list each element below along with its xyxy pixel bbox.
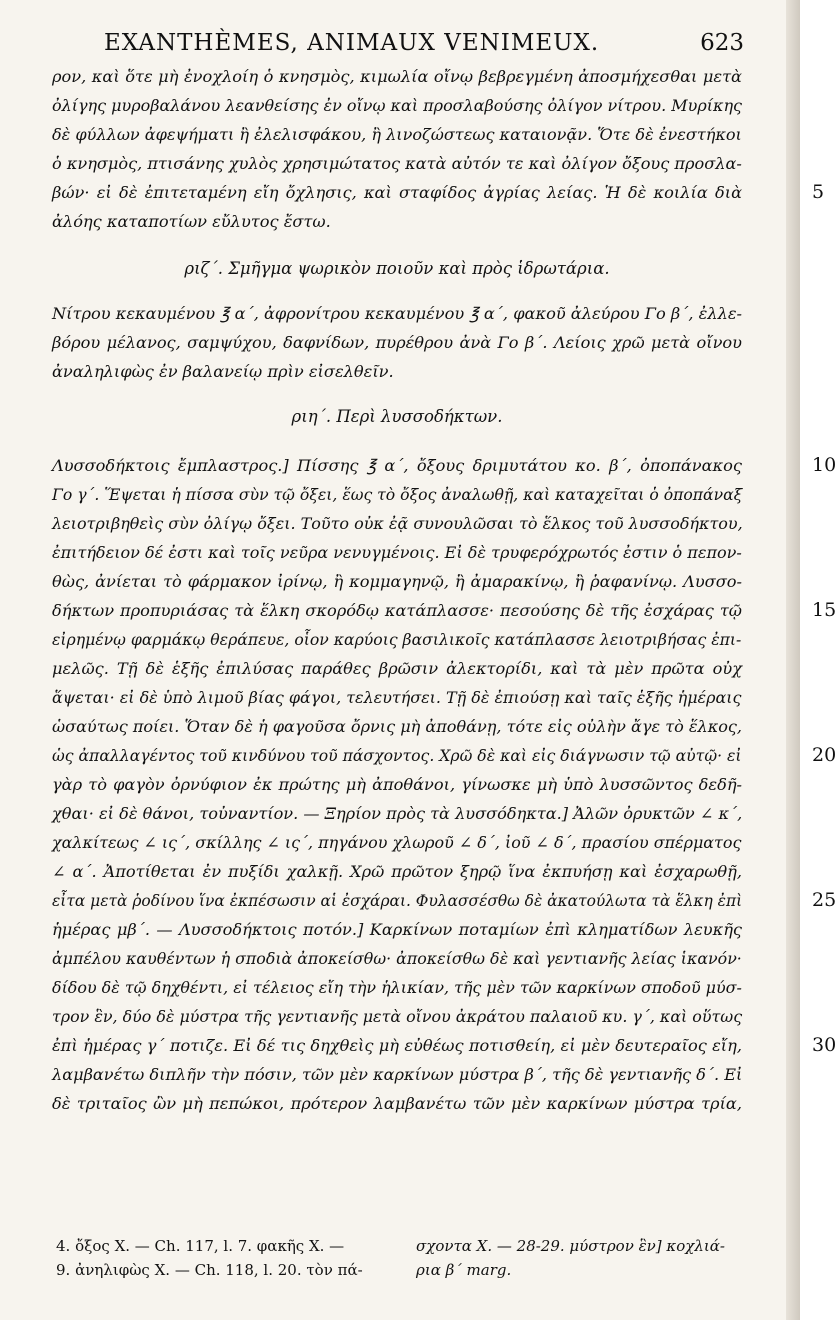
footnote-text: 9. ἀνηλιφὼς X. — Ch. 118, l. 20. τὸν πά- (56, 1261, 363, 1279)
footnotes (56, 1234, 725, 1282)
text-line-content: χθαι· εἰ δὲ θάνοι, τοὐναντίον. — Ξηρίον πρὸς τὰ λυσσόδηκτα.] Ἀλῶν ὀρυκτῶν ∠ κ΄, (52, 804, 743, 823)
text-line (52, 299, 742, 328)
text-line-content: ἡμέρας μβ΄. — Λυσσοδήκτοις ποτόν.] Καρκίνων ποταμίων ἐπὶ κληματίδων λευκῆς (52, 920, 742, 939)
text-line (52, 120, 742, 149)
text-line-content: ἐπὶ ἡμέρας γ΄ ποτιζε. Εἰ δέ τις δηχθεὶς μὴ εὐθέως ποτισθείη, εἰ μὲν δευτεραῖος εἴη, (52, 1036, 742, 1055)
text-line (52, 357, 742, 386)
text-line (52, 741, 836, 770)
text-line-content: ἅψεται· εἰ δὲ ὑπὸ λιμοῦ βίας φάγοι, τελευτήσει. Τῇ δὲ ἐπιούσῃ καὶ ταῖς ἑξῆς ἡμέραις (52, 688, 742, 707)
footnote-row (56, 1234, 725, 1258)
text-line (52, 1089, 742, 1118)
text-line (52, 712, 742, 741)
text-line-content: εἰρημένῳ φαρμάκῳ θεράπευε, οἷον καρύοις βασιλικοῖς κατάπλασσε λειοτριβήσας ἐπι- (52, 630, 742, 649)
text-line-content: ὡς ἀπαλλαγέντος τοῦ κινδύνου τοῦ πάσχοντος. Χρῶ δὲ καὶ εἰς διάγνωσιν τῷ αὐτῷ· εἰ (52, 746, 742, 765)
text-line-content: χαλκίτεως ∠ ις΄, σκίλλης ∠ ις΄, πηγάνου χλωροῦ ∠ δ΄, ἰοῦ ∠ δ΄, πρασίου σπέρματος (52, 833, 742, 852)
line-number: 10 (812, 454, 836, 476)
footnote-row (56, 1258, 696, 1282)
text-line (52, 1060, 742, 1089)
text-line-content: δὲ φύλλων ἀφεψήματι ἢ ἐλελισφάκου, ἢ λινοζώστεως καταιονᾷν. Ὅτε δὲ ἐνεστήκοι (52, 125, 742, 144)
footnote-text: σχοντα X. — 28-29. μύστρον ἓν] κοχλιά- (416, 1237, 725, 1255)
text-line (52, 886, 836, 915)
text-line-content: ἀμπέλου καυθέντων ἡ σποδιὰ ἀποκείσθω· ἀποκείσθω δὲ καὶ γεντιανῆς λείας ἱκανόν· (52, 949, 742, 968)
text-line (52, 91, 742, 120)
text-line-content: δήκτων προπυριάσας τὰ ἕλκη σκορόδῳ κατάπλασσε· πεσούσης δὲ τῆς ἐσχάρας τῷ (52, 601, 742, 620)
text-line-content: γὰρ τὸ φαγὸν ὀρνύφιον ἐκ πρώτης μὴ ἀποθάνοι, γίνωσκε μὴ ὑπὸ λυσσῶντος δεδῆ- (52, 775, 742, 794)
page-spine-shadow (786, 0, 800, 1320)
text-line-content: Γο γ΄. Ἕψεται ἡ πίσσα σὺν τῷ ὄξει, ἕως τὸ ὄξος ἀναλωθῇ, καὶ καταχεῖται ὁ ὀποπάναξ (52, 485, 743, 504)
text-line (52, 799, 742, 828)
text-line (52, 857, 742, 886)
line-number: 15 (812, 599, 836, 621)
text-line (52, 451, 836, 480)
text-line-content: δὲ τριταῖος ὢν μὴ πεπώκοι, πρότερον λαμβανέτω τῶν μὲν καρκίνων μύστρα τρία, (52, 1094, 742, 1113)
text-line (52, 973, 742, 1002)
text-line-content: ὁ κνησμὸς, πτισάνης χυλὸς χρησιμώτατος κατὰ αὐτόν τε καὶ ὀλίγον ὄξους προσλα- (52, 154, 742, 173)
text-line-content: τρον ἓν, δύο δὲ μύστρα τῆς γεντιανῆς μετὰ οἴνου ἀκράτου παλαιοῦ κυ. γ΄, καὶ οὕτως (52, 1007, 743, 1026)
line-number: 30 (812, 1034, 836, 1056)
text-line-content: λαμβανέτω διπλῆν τὴν πόσιν, τῶν μὲν καρκίνων μύστρα β΄, τῆς δὲ γεντιανῆς δ΄. Εἰ (52, 1065, 743, 1084)
text-line (52, 328, 742, 357)
section-heading (52, 402, 742, 431)
text-line (52, 62, 742, 91)
text-line-content: ρον, καὶ ὅτε μὴ ἐνοχλοίη ὁ κνησμὸς, κιμωλία οἴνῳ βεβρεγμένη ἀποσμήχεσθαι μετὰ (52, 67, 742, 86)
page-number: 623 (700, 30, 744, 56)
section-heading-text: ριη΄. Περὶ λυσσοδήκτων. (291, 407, 503, 426)
text-line (52, 770, 742, 799)
text-line (52, 509, 742, 538)
text-line (52, 567, 742, 596)
text-line (52, 149, 742, 178)
text-line-content: μελῶς. Τῇ δὲ ἑξῆς ἐπιλύσας παράθες βρῶσιν ἀλεκτορίδι, καὶ τὰ μὲν πρῶτα οὐχ (52, 659, 742, 678)
text-line-content: ἀναληλιφὼς ἐν βαλανείῳ πρὶν εἰσελθεῖν. (52, 362, 394, 381)
text-line-content: θὼς, ἀνίεται τὸ φάρμακον ἰρίνῳ, ἢ κομμαγηνῷ, ἢ ἀμαρακίνῳ, ἢ ῥαφανίνῳ. Λυσσο- (52, 572, 742, 591)
line-number: 20 (812, 744, 836, 766)
text-line-content: Λυσσοδήκτοις ἔμπλαστρος.] Πίσσης ℥ α΄, ὄξους δριμυτάτου κο. β΄, ὀποπάνακος (52, 456, 742, 475)
text-line-content: Νίτρου κεκαυμένου ℥ α΄, ἀφρονίτρου κεκαυμένου ℥ α΄, φακοῦ ἀλεύρου Γο β΄, ἐλλε- (52, 304, 742, 323)
text-line-content: ἀλόης καταποτίων εὔλυτος ἔστω. (52, 212, 331, 231)
footnote-text: 4. ὄξος X. — Ch. 117, l. 7. φακῆς X. — (56, 1237, 345, 1255)
text-line-content: ἐπιτήδειον δέ ἐστι καὶ τοῖς νεῦρα νενυγμένοις. Εἰ δὲ τρυφερόχρωτός ἐστιν ὁ πεπον- (52, 543, 742, 562)
text-line (52, 625, 742, 654)
text-line (52, 944, 742, 973)
running-head-title: EXANTHÈMES, ANIMAUX VENIMEUX. (104, 30, 600, 56)
text-line-content: λειοτριβηθεὶς σὺν ὀλίγῳ ὄξει. Τοῦτο οὐκ ἐᾷ συνουλῶσαι τὸ ἕλκος τοῦ λυσσοδήκτου, (52, 514, 743, 533)
text-line (52, 538, 742, 567)
line-number: 5 (812, 181, 825, 203)
text-line-content: δίδου δὲ τῷ δηχθέντι, εἰ τέλειος εἴη τὴν ἡλικίαν, τῆς μὲν τῶν καρκίνων σποδοῦ μύσ- (52, 978, 742, 997)
text-line (52, 207, 742, 236)
text-line-content: βών· εἰ δὲ ἐπιτεταμένη εἴη ὄχλησις, καὶ σταφίδος ἀγρίας λείας. Ἡ δὲ κοιλία διὰ (52, 183, 742, 202)
text-line (52, 480, 742, 509)
text-line (52, 178, 825, 207)
text-line (52, 596, 836, 625)
text-line-content: ὀλίγης μυροβαλάνου λεανθείσης ἐν οἴνῳ καὶ προσλαβούσης ὀλίγον νίτρου. Μυρίκης (52, 96, 742, 115)
text-line-content: ∠ α΄. Ἀποτίθεται ἐν πυξίδι χαλκῇ. Χρῶ πρῶτον ξηρῷ ἵνα ἐκπυήσῃ καὶ ἐσχαρωθῇ, (52, 862, 742, 881)
text-line-content: εἶτα μετὰ ῥοδίνου ἵνα ἐκπέσωσιν αἱ ἐσχάραι. Φυλασσέσθω δὲ ἀκατούλωτα τὰ ἕλκη ἐπὶ (52, 891, 743, 910)
main-text (52, 62, 836, 1118)
text-line (52, 1002, 742, 1031)
text-line (52, 915, 742, 944)
text-line (52, 828, 742, 857)
line-number: 25 (812, 889, 836, 911)
text-line (52, 654, 742, 683)
section-heading (52, 254, 742, 283)
text-line-content: βόρου μέλανος, σαμψύχου, δαφνίδων, πυρέθρου ἀνὰ Γο β΄. Λείοις χρῶ μετὰ οἴνου (52, 333, 742, 352)
text-line (52, 683, 742, 712)
section-heading-text: ριζ΄. Σμῆγμα ψωρικὸν ποιοῦν καὶ πρὸς ἱδρωτάρια. (184, 259, 610, 278)
running-head (104, 26, 744, 60)
text-line (52, 1031, 836, 1060)
footnote-text: ρια β΄ marg. (416, 1261, 512, 1279)
text-line-content: ὡσαύτως ποίει. Ὅταν δὲ ἡ φαγοῦσα ὄρνις μὴ ἀποθάνῃ, τότε εἰς οὐλὴν ἄγε τὸ ἕλκος, (52, 717, 743, 736)
